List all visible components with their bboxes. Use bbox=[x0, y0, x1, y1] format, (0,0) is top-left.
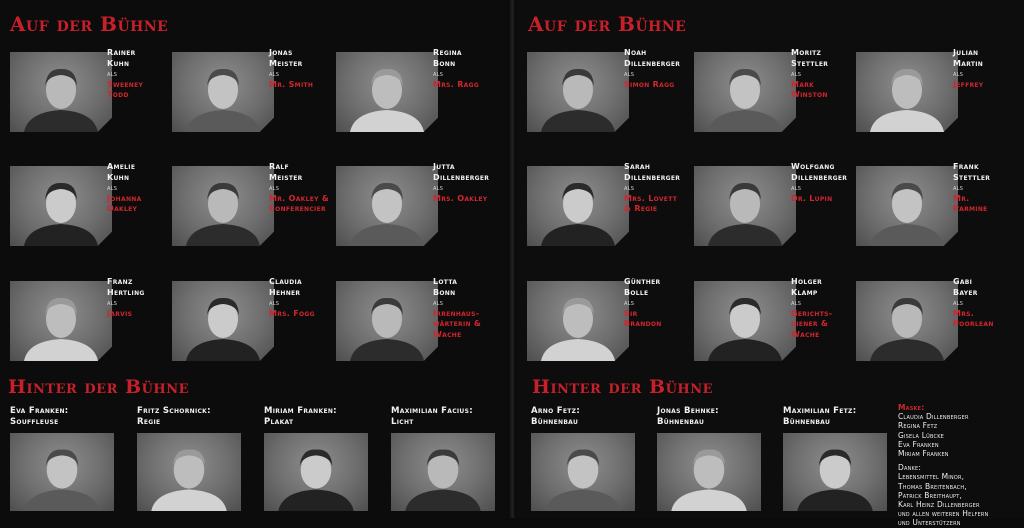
crew-caption bbox=[531, 406, 580, 428]
role-name: Mark bbox=[791, 79, 815, 89]
cast-caption bbox=[433, 277, 481, 340]
cast-caption bbox=[269, 48, 313, 90]
danke-line: Thomas Breitenbach, bbox=[898, 481, 967, 491]
als-label: als bbox=[107, 183, 118, 192]
role-name: Wache bbox=[791, 329, 820, 339]
actor-name: Stettler bbox=[791, 58, 829, 68]
actor-name: Wolfgang bbox=[791, 162, 835, 171]
als-label: als bbox=[624, 69, 635, 78]
cast-caption bbox=[953, 277, 994, 330]
cast-caption bbox=[107, 277, 145, 319]
danke-line: Lebensmittel Minor, bbox=[898, 472, 965, 482]
heading-backstage-right: Hinter der Bühne bbox=[532, 376, 713, 398]
crew-job: Souffleuse bbox=[10, 417, 59, 427]
crew-caption bbox=[264, 406, 337, 428]
cast-caption bbox=[107, 162, 142, 215]
crew-photo bbox=[783, 433, 887, 511]
cast-caption bbox=[269, 277, 315, 319]
danke-line: und Unterstützern bbox=[898, 518, 961, 528]
cast-photo bbox=[856, 166, 958, 246]
actor-name: Amelie bbox=[107, 162, 136, 171]
als-label: als bbox=[953, 298, 964, 307]
actor-name: Jonas bbox=[269, 48, 293, 57]
maske-line: Eva Franken bbox=[898, 439, 939, 449]
crew-name: Arno Fetz: bbox=[531, 406, 581, 416]
credits-block bbox=[898, 403, 1022, 528]
role-name: Mr. bbox=[953, 193, 970, 203]
crew-job: Bühnenbau bbox=[531, 417, 579, 427]
cast-photo bbox=[172, 166, 274, 246]
cast-caption bbox=[791, 277, 832, 340]
role-name: Parmine bbox=[953, 204, 988, 213]
cast-photo bbox=[527, 166, 629, 246]
role-name: Irrenhaus- bbox=[433, 308, 480, 318]
als-label: als bbox=[107, 298, 118, 307]
maske-line: Regina Fetz bbox=[898, 421, 938, 431]
crew-caption bbox=[137, 406, 211, 428]
cast-caption bbox=[953, 162, 990, 215]
role-name: Dr. Lupin bbox=[791, 193, 833, 203]
cast-photo bbox=[694, 52, 796, 132]
crew-name: Eva Franken: bbox=[10, 406, 69, 416]
cast-photo bbox=[856, 281, 958, 361]
actor-name: Kuhn bbox=[107, 172, 130, 182]
actor-name: Kuhn bbox=[107, 58, 130, 68]
role-name: Mrs. Ragg bbox=[433, 79, 480, 89]
actor-name: Klamp bbox=[791, 287, 818, 297]
als-label: als bbox=[433, 69, 444, 78]
cast-caption bbox=[433, 48, 479, 90]
cast-caption bbox=[624, 162, 680, 215]
heading-on-stage-left: Auf der Bühne bbox=[10, 12, 169, 36]
actor-name: Bayer bbox=[953, 287, 978, 297]
crew-job: Bühnenbau bbox=[783, 417, 831, 427]
als-label: als bbox=[624, 183, 635, 192]
role-name: wärterin & bbox=[433, 319, 482, 328]
page-fold bbox=[508, 0, 516, 518]
actor-name: Meister bbox=[269, 172, 303, 182]
cast-photo bbox=[856, 52, 958, 132]
actor-name: Dillenberger bbox=[624, 58, 681, 68]
actor-name: Gabi bbox=[953, 277, 973, 286]
cast-caption bbox=[791, 48, 828, 101]
cast-photo bbox=[10, 166, 112, 246]
role-name: Todd bbox=[107, 90, 129, 99]
maske-label: Maske: bbox=[898, 403, 925, 412]
actor-name: Regina bbox=[433, 48, 462, 57]
role-name: Mr. Oakley & bbox=[269, 193, 330, 203]
crew-job: Plakat bbox=[264, 417, 294, 427]
crew-name: Miriam Franken: bbox=[264, 406, 337, 416]
als-label: als bbox=[953, 69, 964, 78]
actor-name: Julian bbox=[953, 48, 979, 57]
heading-backstage-left: Hinter der Bühne bbox=[8, 376, 189, 398]
als-label: als bbox=[433, 183, 444, 192]
crew-job: Regie bbox=[137, 417, 161, 427]
actor-name: Meister bbox=[269, 58, 303, 68]
als-label: als bbox=[269, 298, 280, 307]
actor-name: Martin bbox=[953, 58, 984, 68]
cast-caption bbox=[269, 162, 329, 215]
cast-caption bbox=[107, 48, 143, 101]
als-label: als bbox=[953, 183, 964, 192]
danke-line: und allen weiteren Helfern bbox=[898, 509, 989, 519]
role-name: Oakley bbox=[107, 204, 138, 213]
role-name: Jarvis bbox=[107, 308, 133, 318]
crew-name: Maximilian Fetz: bbox=[783, 406, 857, 416]
actor-name: Günther bbox=[624, 277, 661, 286]
actor-name: Hehner bbox=[269, 287, 301, 297]
als-label: als bbox=[791, 298, 802, 307]
actor-name: Holger bbox=[791, 277, 823, 286]
cast-caption bbox=[791, 162, 847, 204]
role-name: Gerichts- bbox=[791, 308, 833, 318]
role-name: Conferencier bbox=[269, 204, 326, 213]
als-label: als bbox=[791, 183, 802, 192]
crew-caption bbox=[10, 406, 69, 428]
als-label: als bbox=[433, 298, 444, 307]
danke-line: Patrick Breithaupt, bbox=[898, 490, 963, 500]
crew-caption bbox=[657, 406, 719, 428]
cast-photo bbox=[694, 166, 796, 246]
maske-line: Gisela Lübcke bbox=[898, 430, 945, 440]
actor-name: Frank bbox=[953, 162, 979, 171]
crew-photo bbox=[391, 433, 495, 511]
role-name: Johanna bbox=[107, 193, 142, 203]
crew-name: Jonas Behnke: bbox=[657, 406, 719, 416]
actor-name: Moritz bbox=[791, 48, 822, 57]
role-name: Simon Ragg bbox=[624, 79, 675, 89]
danke-label: Danke: bbox=[898, 463, 922, 473]
role-name: Mrs. bbox=[953, 308, 975, 318]
actor-name: Noah bbox=[624, 48, 647, 57]
crew-caption bbox=[783, 406, 856, 428]
crew-photo bbox=[10, 433, 114, 511]
crew-photo bbox=[531, 433, 635, 511]
role-name: Winston bbox=[791, 90, 828, 99]
cast-photo bbox=[527, 52, 629, 132]
crew-photo bbox=[657, 433, 761, 511]
actor-name: Hertling bbox=[107, 287, 145, 297]
crew-job: Licht bbox=[391, 417, 414, 427]
role-name: Wache bbox=[433, 329, 462, 339]
crew-name: Maximilian Facius: bbox=[391, 406, 473, 416]
actor-name: Claudia bbox=[269, 277, 302, 286]
role-name: Mrs. Lovett bbox=[624, 193, 678, 203]
crew-photo bbox=[264, 433, 368, 511]
cast-photo bbox=[527, 281, 629, 361]
role-name: Sir bbox=[624, 308, 638, 318]
als-label: als bbox=[624, 298, 635, 307]
actor-name: Dillenberger bbox=[433, 172, 490, 182]
als-label: als bbox=[269, 183, 280, 192]
crew-caption bbox=[391, 406, 473, 428]
cast-photo bbox=[10, 52, 112, 132]
cast-caption bbox=[433, 162, 489, 204]
actor-name: Franz bbox=[107, 277, 133, 286]
cast-photo bbox=[336, 52, 438, 132]
actor-name: Ralf bbox=[269, 162, 289, 171]
actor-name: Dillenberger bbox=[624, 172, 681, 182]
danke-line: Karl Heinz Dillenberger bbox=[898, 500, 980, 510]
role-name: Mrs. Oakley bbox=[433, 193, 488, 203]
actor-name: Bonn bbox=[433, 287, 456, 297]
maske-line: Miriam Franken bbox=[898, 449, 949, 459]
cast-photo bbox=[336, 281, 438, 361]
role-name: Jeffrey bbox=[953, 79, 984, 89]
crew-name: Fritz Schornick: bbox=[137, 406, 211, 416]
actor-name: Bolle bbox=[624, 287, 649, 297]
role-name: & Regie bbox=[624, 204, 658, 213]
als-label: als bbox=[269, 69, 280, 78]
role-name: Poorlean bbox=[953, 319, 994, 328]
maske-line: Claudia Dillenberger bbox=[898, 412, 969, 422]
role-name: diener & bbox=[791, 319, 829, 328]
actor-name: Lotta bbox=[433, 277, 458, 286]
actor-name: Stettler bbox=[953, 172, 991, 182]
actor-name: Bonn bbox=[433, 58, 456, 68]
role-name: Mr. Smith bbox=[269, 79, 314, 89]
role-name: Mrs. Fogg bbox=[269, 308, 315, 318]
actor-name: Rainer bbox=[107, 48, 136, 57]
cast-caption bbox=[624, 277, 662, 330]
crew-job: Bühnenbau bbox=[657, 417, 705, 427]
cast-photo bbox=[10, 281, 112, 361]
cast-photo bbox=[172, 52, 274, 132]
role-name: Brandon bbox=[624, 319, 662, 328]
cast-photo bbox=[336, 166, 438, 246]
cast-photo bbox=[694, 281, 796, 361]
als-label: als bbox=[107, 69, 118, 78]
crew-photo bbox=[137, 433, 241, 511]
actor-name: Sarah bbox=[624, 162, 651, 171]
cast-photo bbox=[172, 281, 274, 361]
cast-caption bbox=[624, 48, 680, 90]
cast-caption bbox=[953, 48, 983, 90]
actor-name: Jutta bbox=[433, 162, 455, 171]
heading-on-stage-right: Auf der Bühne bbox=[528, 12, 687, 36]
actor-name: Dillenberger bbox=[791, 172, 848, 182]
role-name: Sweeney bbox=[107, 79, 144, 89]
als-label: als bbox=[791, 69, 802, 78]
